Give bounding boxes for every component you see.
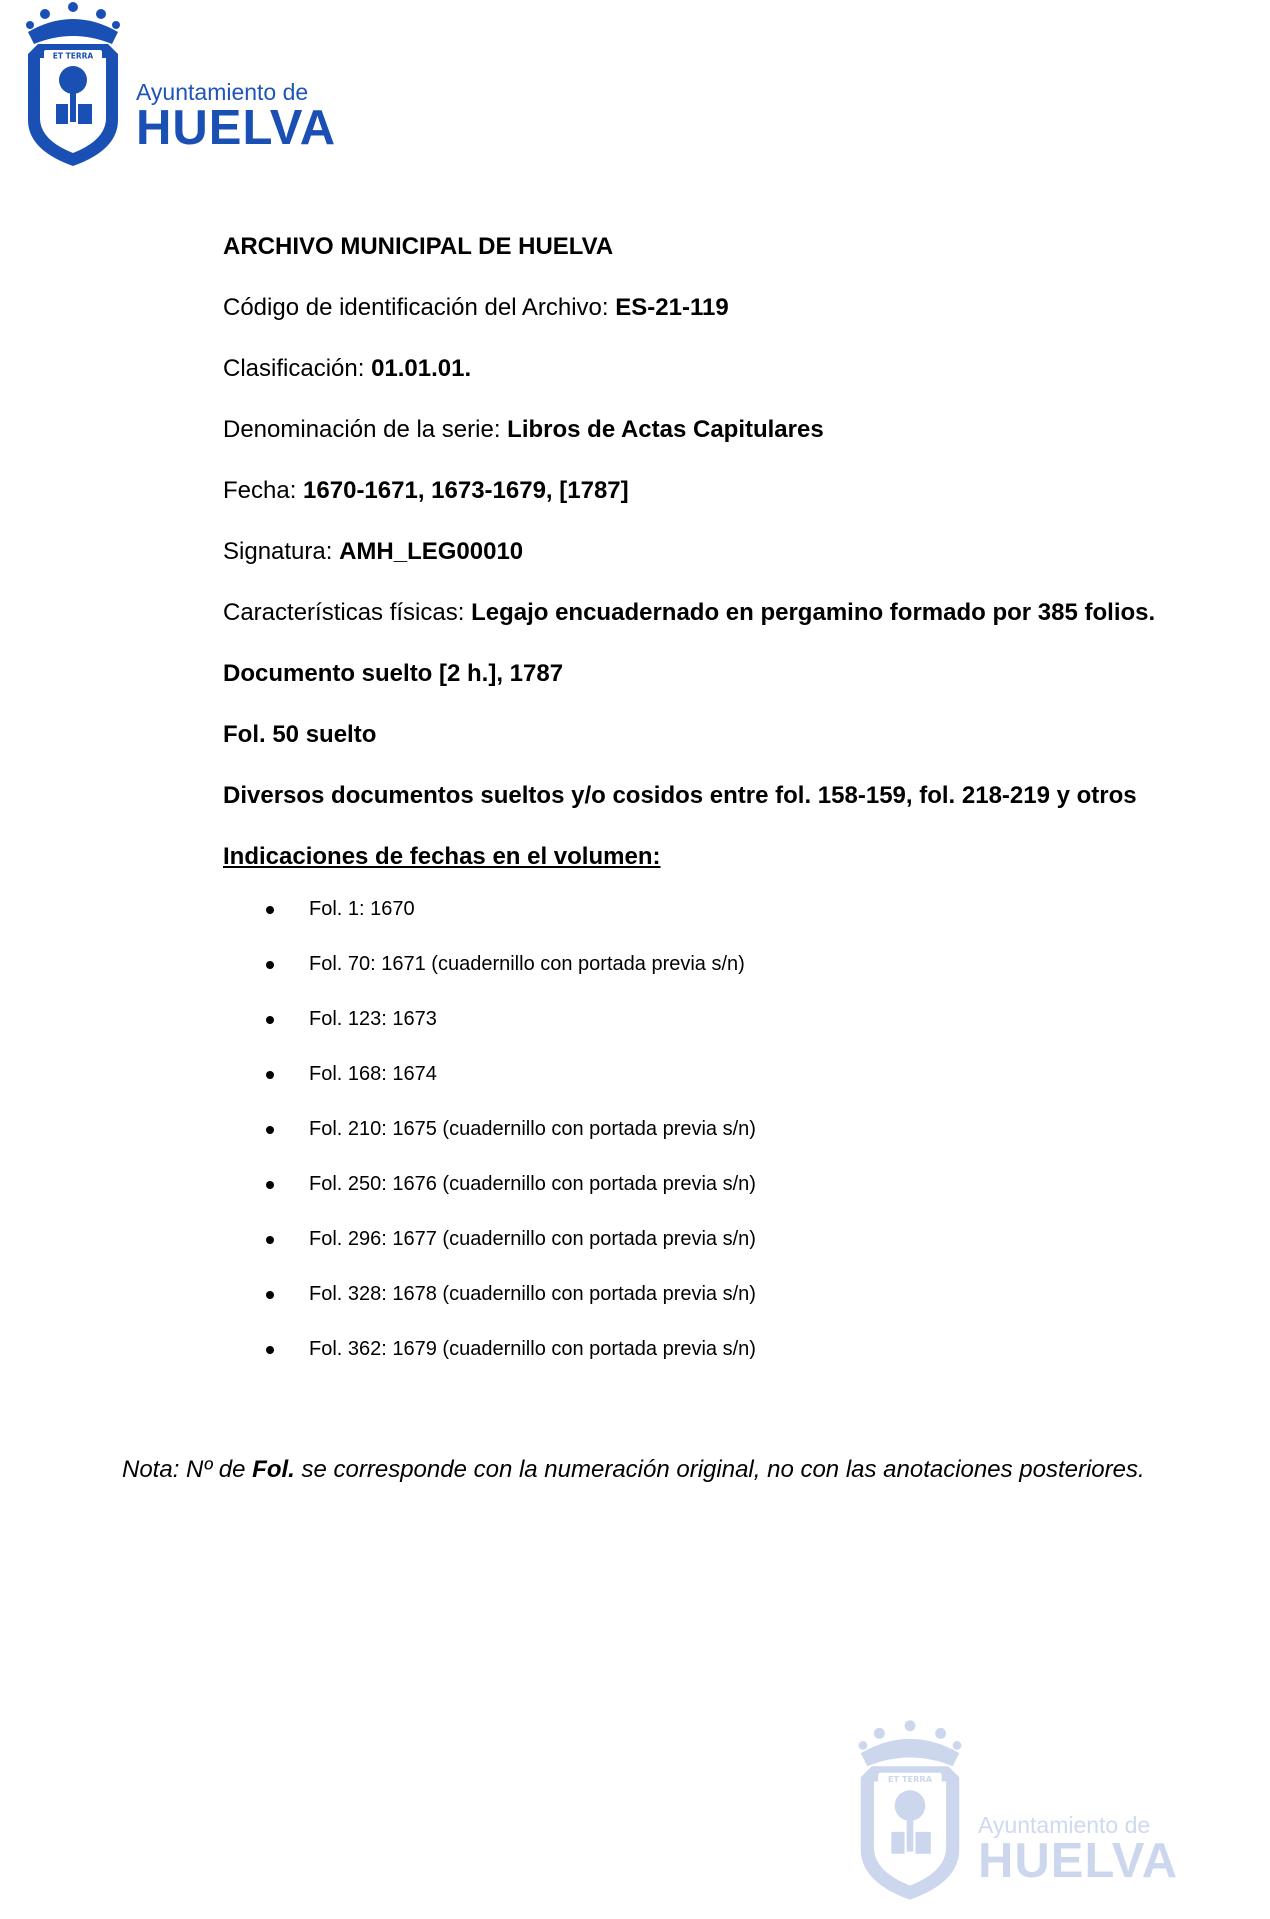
archive-title: ARCHIVO MUNICIPAL DE HUELVA [223,233,614,260]
field-value: Libros de Actas Capitulares [507,416,824,443]
list-item: Fol. 250: 1676 (cuadernillo con portada previa s/n) [223,1172,1203,1227]
logo-line-1: Ayuntamiento de [136,79,309,105]
list-item: Fol. 70: 1671 (cuadernillo con portada previa s/n) [223,952,1203,1007]
svg-text:VIGILETO: VIGILETO [108,80,115,108]
logo-line-2: HUELVA [136,101,337,155]
list-item: Fol. 1: 1670 [223,897,1203,952]
field-value: 01.01.01. [371,355,472,382]
watermark-logo [852,1718,1178,1902]
svg-text:VIGILETO: VIGILETO [948,1805,957,1836]
footnote-part-2: se corresponde con la numeración original, no con las anotaciones posteriores. [294,1456,1145,1483]
document-body [223,232,1203,1392]
bullet-icon [266,1126,274,1134]
coat-of-arms-icon [20,0,126,168]
field-codigo [223,293,1203,322]
field-value: AMH_LEG00010 [339,538,524,565]
bullet-icon [266,1346,274,1354]
field-caracteristicas [223,598,1203,627]
list-item: Fol. 362: 1679 (cuadernillo con portada previa s/n) [223,1337,1203,1392]
note-diversos: Diversos documentos sueltos y/o cosidos entre fol. 158-159, fol. 218-219 y otros [223,782,1137,809]
svg-text:ET TERRA: ET TERRA [52,51,94,61]
logo-line-1: Ayuntamiento de [978,1812,1151,1838]
footnote [122,1455,1145,1484]
indicaciones-heading: Indicaciones de fechas en el volumen: [223,843,661,870]
field-label: Denominación de la serie: [223,416,508,443]
ayuntamiento-logo [20,0,336,168]
field-denominacion [223,415,1203,444]
logo-wordmark [136,79,337,155]
list-item: Fol. 168: 1674 [223,1062,1203,1117]
field-label: Clasificación: [223,355,372,382]
list-item: Fol. 328: 1678 (cuadernillo con portada previa s/n) [223,1282,1203,1337]
bullet-icon [266,1236,274,1244]
bullet-icon [266,906,274,914]
field-label: Signatura: [223,538,340,565]
field-value: Legajo encuadernado en pergamino formado por 385 folios. [471,599,1156,626]
bullet-icon [266,961,274,969]
field-value: ES-21-119 [615,294,729,321]
bullet-icon [266,1181,274,1189]
bullet-icon [266,1016,274,1024]
note-fol-50: Fol. 50 suelto [223,721,377,748]
note-documento-suelto: Documento suelto [2 h.], 1787 [223,660,564,687]
indicaciones-list [223,897,1203,1392]
field-label: Características físicas: [223,599,472,626]
field-label: Código de identificación del Archivo: [223,294,616,321]
bullet-icon [266,1291,274,1299]
logo-wordmark [978,1812,1179,1888]
coat-of-arms-icon [852,1718,968,1902]
field-signatura [223,537,1203,566]
field-clasificacion [223,354,1203,383]
footnote-part-1: Nota: Nº de [122,1456,253,1483]
field-label: Fecha: [223,477,304,504]
svg-text:PORTUS MARIS: PORTUS MARIS [865,1811,874,1861]
logo-line-2: HUELVA [978,1834,1179,1888]
list-item: Fol. 210: 1675 (cuadernillo con portada previa s/n) [223,1117,1203,1172]
bullet-icon [266,1071,274,1079]
svg-text:PORTUS MARIS: PORTUS MARIS [33,85,40,130]
field-fecha [223,476,1203,505]
list-item: Fol. 296: 1677 (cuadernillo con portada previa s/n) [223,1227,1203,1282]
field-value: 1670-1671, 1673-1679, [1787] [303,477,629,504]
list-item: Fol. 123: 1673 [223,1007,1203,1062]
footnote-bold: Fol. [252,1456,295,1483]
svg-text:ET TERRA: ET TERRA [887,1774,933,1785]
